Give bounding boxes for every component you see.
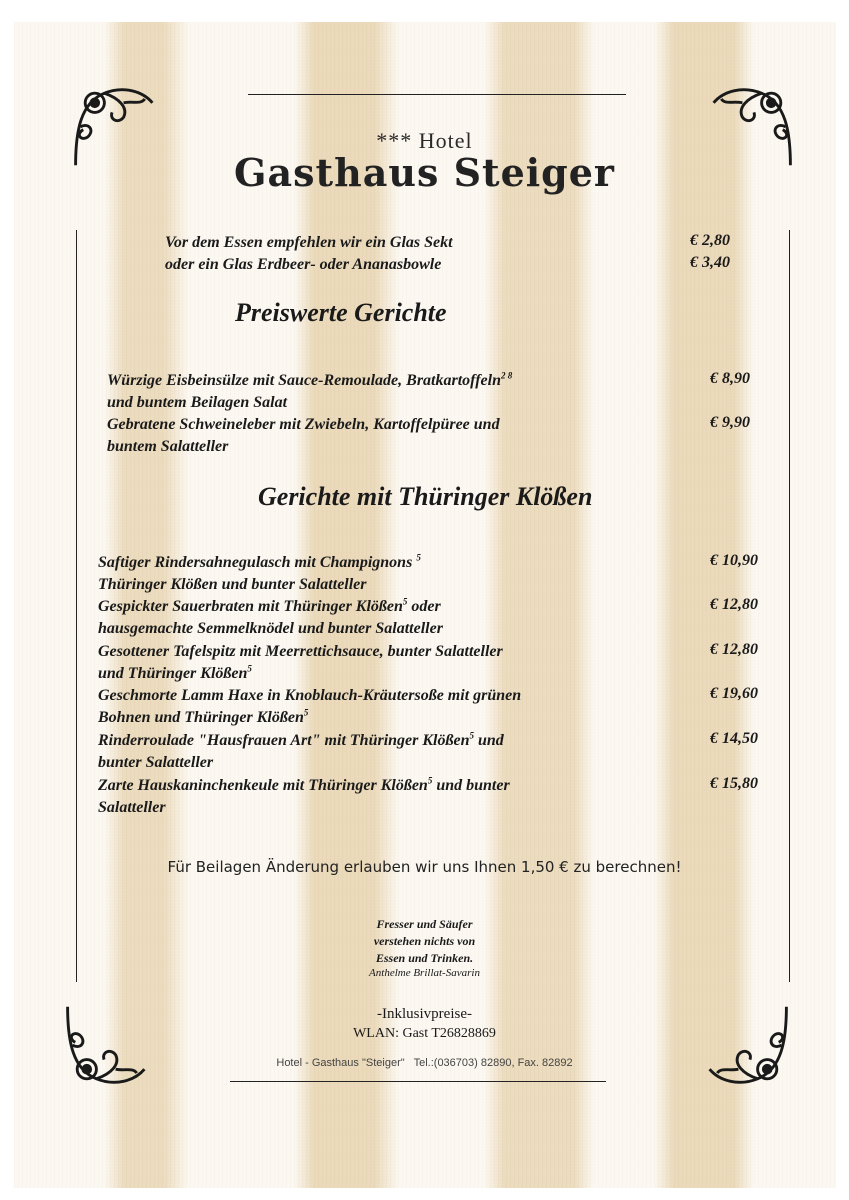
aperitif-price-2: € 3,40 xyxy=(690,254,730,271)
item-line-1: Gebratene Schweineleber mit Zwiebeln, Kartoffelpüree und xyxy=(107,416,500,433)
allergen-sup: 2 8 xyxy=(500,370,513,381)
quote-line-3: Essen und Trinken. xyxy=(375,951,474,965)
quote-line-1: Fresser und Säufer xyxy=(376,917,473,931)
menu-item xyxy=(98,775,658,819)
item-line-1: Würzige Eisbeinsülze mit Sauce-Remoulade, Bratkartoffeln xyxy=(107,372,501,389)
menu-item xyxy=(107,370,667,414)
item-line-1: Gespickter Sauerbraten mit Thüringer Klößen xyxy=(98,598,403,615)
item-line-1-tail: und bunter xyxy=(432,777,510,794)
item-line-1-tail: und xyxy=(473,732,504,749)
inclusive-prices-label: -Inklusivpreise- xyxy=(377,1006,472,1022)
item-line-2: und Thüringer Klößen xyxy=(98,665,248,682)
allergen-sup: 5 xyxy=(427,775,433,786)
item-line-2: Thüringer Klößen und bunter Salatteller xyxy=(98,576,367,593)
item-price: € 9,90 xyxy=(710,414,750,431)
allergen-sup: 5 xyxy=(247,663,252,674)
item-price: € 10,90 xyxy=(710,552,758,569)
item-line-1-tail: oder xyxy=(407,598,441,615)
bottom-rule xyxy=(230,1081,606,1082)
menu-item xyxy=(98,730,658,774)
menu-item xyxy=(98,596,658,640)
allergen-sup: 5 xyxy=(469,730,474,741)
quote-line-2: verstehen nichts von xyxy=(373,934,476,948)
item-line-2: buntem Salatteller xyxy=(107,438,229,455)
item-price: € 19,60 xyxy=(710,685,758,702)
menu-item xyxy=(98,685,658,729)
item-price: € 15,80 xyxy=(710,775,758,792)
item-line-2: und buntem Beilagen Salat xyxy=(107,394,288,411)
item-line-2: Bohnen und Thüringer Klößen xyxy=(98,709,304,726)
item-price: € 14,50 xyxy=(710,730,758,747)
item-line-1: Geschmorte Lamm Haxe in Knoblauch-Kräutersoße mit grünen xyxy=(98,687,522,704)
item-line-1: Zarte Hauskaninchenkeule mit Thüringer Klößen xyxy=(98,777,428,794)
item-line-1: Gesottener Tafelspitz mit Meerrettichsauce, bunter Salatteller xyxy=(98,643,503,660)
quote-author: Anthelme Brillat-Savarin xyxy=(369,967,480,979)
menu-item xyxy=(107,414,667,458)
item-line-1: Rinderroulade "Hausfrauen Art" mit Thüringer Klößen xyxy=(98,732,470,749)
item-price: € 12,80 xyxy=(710,596,758,613)
wlan-info: WLAN: Gast T26828869 xyxy=(353,1026,496,1041)
side-dish-surcharge-note: Für Beilagen Änderung erlauben wir uns Ihnen 1,50 € zu berechnen! xyxy=(167,858,682,876)
item-line-2: Salatteller xyxy=(98,799,166,816)
hotel-stars-label: *** Hotel xyxy=(376,128,473,153)
allergen-sup: 5 xyxy=(402,596,408,607)
top-rule xyxy=(248,94,626,95)
menu-item xyxy=(98,641,678,685)
item-line-2: bunter Salatteller xyxy=(98,754,214,771)
allergen-sup: 5 xyxy=(416,552,421,563)
contact-footer: Hotel - Gasthaus "Steiger" Tel.:(036703) 82890, Fax. 82892 xyxy=(276,1057,573,1069)
item-line-1: Saftiger Rindersahnegulasch mit Champignons xyxy=(98,554,413,571)
aperitif-line-2: oder ein Glas Erdbeer- oder Ananasbowle xyxy=(165,256,442,273)
aperitif-line-1: Vor dem Essen empfehlen wir ein Glas Sekt xyxy=(165,234,453,251)
item-price: € 8,90 xyxy=(710,370,750,387)
item-line-2: hausgemachte Semmelknödel und bunter Salatteller xyxy=(98,620,443,637)
section-heading-preiswerte: Preiswerte Gerichte xyxy=(235,298,447,327)
aperitif-price-1: € 2,80 xyxy=(690,232,730,249)
item-price: € 12,80 xyxy=(710,641,758,658)
allergen-sup: 5 xyxy=(303,707,309,718)
menu-item xyxy=(98,552,658,596)
section-heading-kloesse: Gerichte mit Thüringer Klößen xyxy=(258,482,593,511)
restaurant-name: Gasthaus Steiger xyxy=(234,150,615,195)
